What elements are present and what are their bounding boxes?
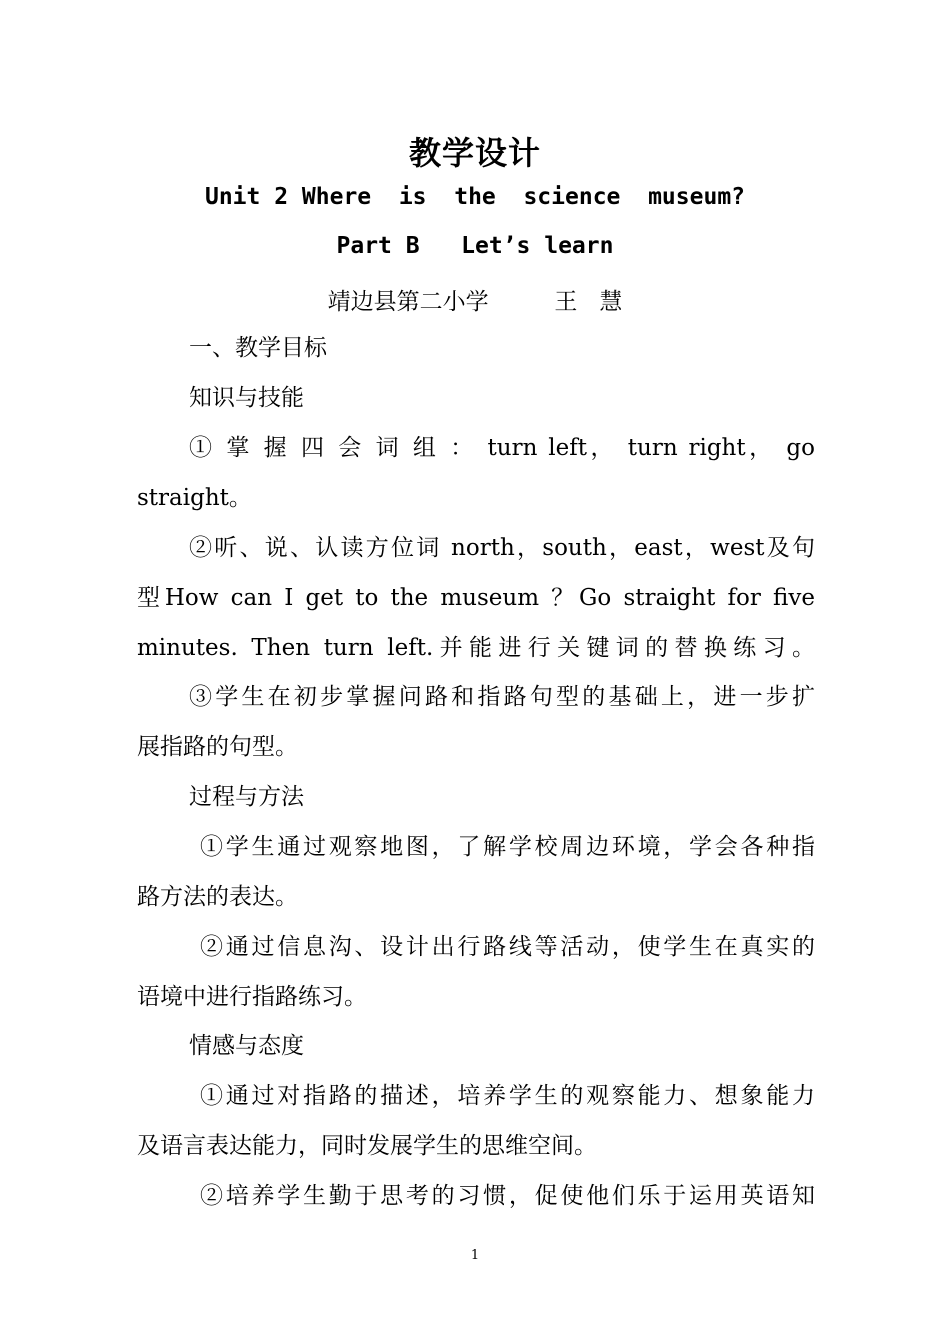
knowledge-heading: 知识与技能	[189, 385, 304, 411]
knowledge-item-3-line-2: 展指路的句型。	[137, 734, 298, 760]
process-item-1-line-1: ①学生通过观察地图，了解学校周边环境，学会各种指	[200, 834, 815, 860]
knowledge-item-2-line-3: minutes. Then turn left.并能进行关键词的替换练习。	[137, 635, 815, 661]
knowledge-item-1-line-2: straight。	[137, 485, 252, 511]
process-item-1-line-2: 路方法的表达。	[137, 884, 298, 910]
author-line: 靖边县第二小学 王 慧	[327, 289, 623, 315]
process-item-2-line-1: ②通过信息沟、设计出行路线等活动，使学生在真实的	[200, 934, 815, 960]
emotion-heading: 情感与态度	[189, 1033, 304, 1059]
process-item-2-line-2: 语境中进行指路练习。	[137, 984, 367, 1010]
unit-subtitle: Unit 2 Where is the science museum?	[204, 184, 746, 210]
document-title: 教学设计	[408, 134, 541, 172]
emotion-item-1-line-2: 及语言表达能力，同时发展学生的思维空间。	[137, 1133, 597, 1159]
emotion-item-1-line-1: ①通过对指路的描述，培养学生的观察能力、想象能力	[200, 1083, 815, 1109]
process-heading: 过程与方法	[189, 784, 304, 810]
part-subtitle: Part B Let’s learn	[336, 233, 614, 259]
knowledge-item-2-line-1: ②听、说、认读方位词 north，south，east，west及句	[189, 535, 815, 561]
knowledge-item-1-line-1: ① 掌 握 四 会 词 组 ： turn left， turn right， go	[189, 435, 815, 461]
section-heading-objectives: 一、教学目标	[189, 335, 327, 361]
knowledge-item-3-line-1: ③学生在初步掌握问路和指路句型的基础上，进一步扩	[189, 684, 815, 710]
page-number: 1	[470, 1248, 480, 1263]
emotion-item-2-line-1: ②培养学生勤于思考的习惯，促使他们乐于运用英语知	[200, 1183, 815, 1209]
knowledge-item-2-line-2: 型How can I get to the museum ？Go straight for five	[137, 585, 815, 611]
